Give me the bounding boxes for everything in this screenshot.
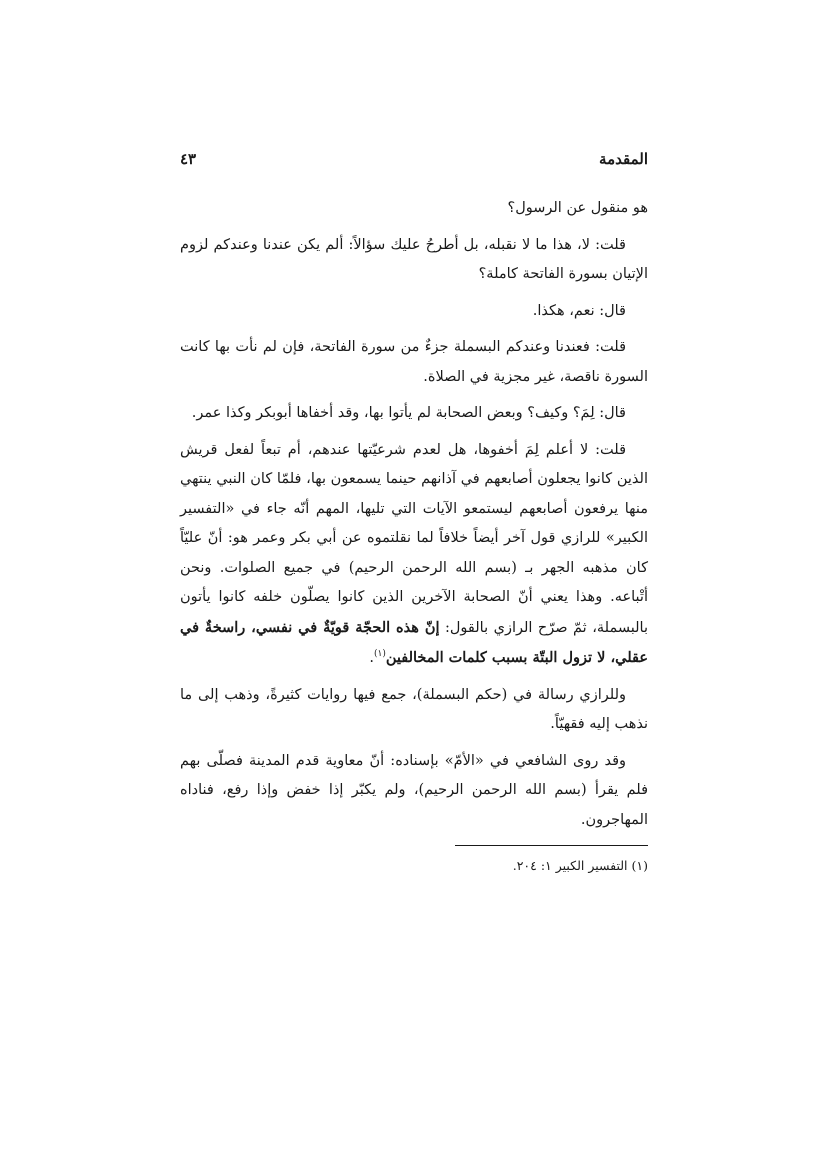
footnote-divider xyxy=(455,845,648,846)
paragraph-3: قال: نعم، هكذا. xyxy=(532,302,626,319)
paragraph-5: قال: لِمَ؟ وكيف؟ وبعض الصحابة لم يأتوا بها، وقد أخفاها أبوبكر وكذا عمر. xyxy=(191,405,626,421)
book-page xyxy=(180,150,648,876)
paragraph-6 xyxy=(180,436,648,674)
chapter-title: المقدمة xyxy=(599,150,648,168)
paragraph-6-end: . xyxy=(369,650,374,666)
razi-quote-bold: إنّ هذه الحجّة قويّةٌ في نفسي، راسخةٌ في عقلي، لا تزول البتّة بسبب كلمات المخالفين xyxy=(180,618,648,666)
paragraph-2: قلت: لا، هذا ما لا نقبله، بل أطرحُ عليك سؤالاً: ألم يكن عندنا وعندكم لزوم الإتيان بسورة الفاتحة كاملة؟ xyxy=(180,236,648,282)
page-body xyxy=(180,194,648,835)
footnote-ref[interactable]: (١) xyxy=(373,649,386,660)
paragraph-6-text: قلت: لا أعلم لِمَ أخفوها، هل لعدم شرعيّتها عندهم، أم تبعاً لفعل قريش الذين كانوا يجعلون أصابعهم في آذانهم حينما يسمعون بها، فلمّا كان النبي ينتهي منها يرفعون أصابعهم ليستمعو الآيات التي تليها، المهم أنّه جاء في «التفسير الكبير» للرازي قول آخر أيضاً خلافاً لما نقلتموه عن أبي بكر وعمر هو: أنّ عليّاً كان مذهبه الجهر بـ (بسم الله الرحمن الرحيم) في جميع الصلوات. ونحن أتْباعه. وهذا يعني أنّ الصحابة الآخرين الذين كانوا يصلّون خلفه كانوا يأتون بالبسملة، ثمّ صرّح الرازي بالقول: xyxy=(180,441,649,636)
paragraph-8: وقد روى الشافعي في «الأمّ» بإسناده: أنّ معاوية قدم المدينة فصلّى بهم فلم يقرأ (بسم الله الرحمن الرحيم)، ولم يكبّر إذا خفض وإذا رفع، فناداه المهاجرون. xyxy=(180,752,648,828)
paragraph-4: قلت: فعندنا وعندكم البسملة جزءٌ من سورة الفاتحة، فإن لم نأت بها كانت السورة ناقصة، غير مجزية في الصلاة. xyxy=(180,339,648,385)
footnote: (١) التفسير الكبير ١: ٢٠٤. xyxy=(512,858,648,873)
paragraph-1: هو منقول عن الرسول؟ xyxy=(507,200,648,216)
page-number: ٤٣ xyxy=(180,150,197,168)
page-header xyxy=(180,150,648,180)
paragraph-7: وللرازي رسالة في (حكم البسملة)، جمع فيها روايات كثيرةً، وذهب إلى ما نذهب إليه فقهيّاً. xyxy=(180,686,648,732)
